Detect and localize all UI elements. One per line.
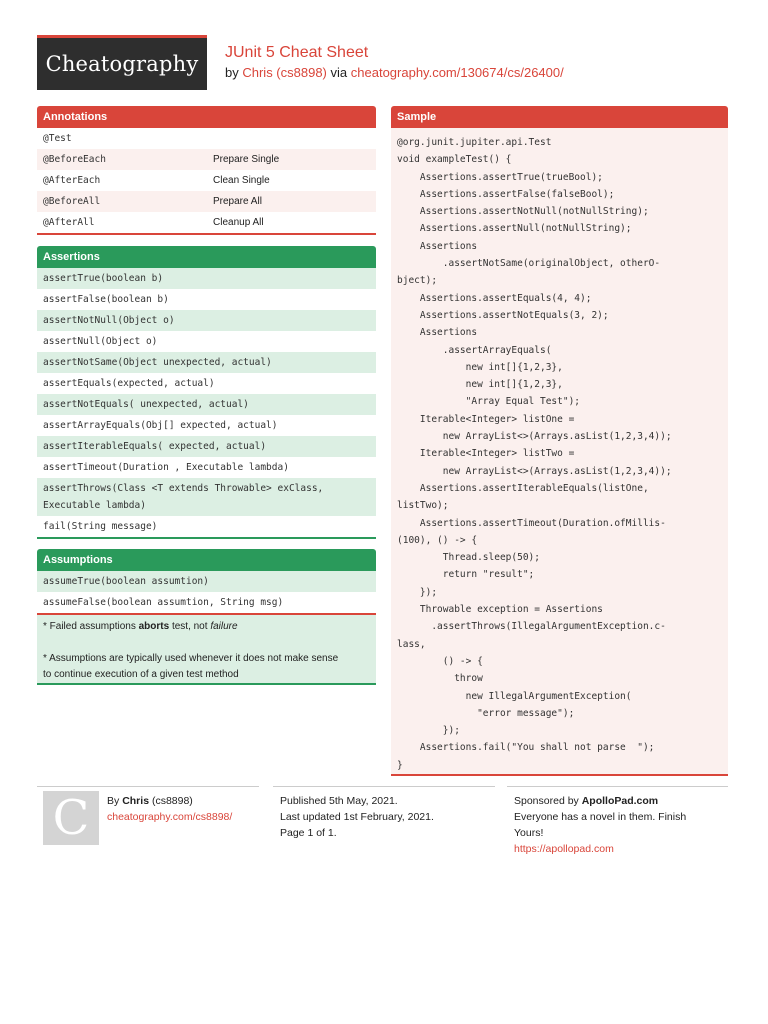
assertion-method: fail(String message) [43, 521, 158, 532]
code-line: Assertions [397, 327, 478, 339]
code-line: new ArrayList<>(Arrays.asList(1,2,3,4)); [397, 465, 672, 477]
annotation-name: @Test [43, 133, 72, 144]
assertion-method: assertNotNull(Object o) [43, 315, 175, 326]
table-row [37, 592, 376, 613]
code-line: Assertions.assertNull(notNullString); [397, 223, 632, 235]
note-bold: aborts [138, 621, 170, 632]
code-line: Assertions.assertFalse(falseBool); [397, 188, 615, 200]
footer-author [107, 793, 232, 825]
code-line: Throwable exception = Assertions [397, 604, 603, 616]
published-date: Published 5th May, 2021. [280, 795, 398, 807]
assertion-method: assertEquals(expected, actual) [43, 378, 215, 389]
code-line: Iterable<Integer> listTwo = [397, 448, 575, 460]
sponsor-name[interactable]: ApolloPad.com [581, 795, 659, 807]
note-text: test, not [169, 621, 211, 632]
sponsor-tagline: Yours! [514, 827, 544, 839]
code-line: }); [397, 725, 460, 737]
assertions-section [37, 246, 376, 539]
annotation-desc: Cleanup All [213, 217, 264, 228]
code-line: Assertions.assertNotEquals(3, 2); [397, 309, 609, 321]
code-line: (100), () -> { [397, 534, 478, 546]
assertion-method: assertNull(Object o) [43, 336, 158, 347]
author-link[interactable]: Chris (cs8898) [242, 65, 327, 80]
code-line: .assertArrayEquals( [397, 344, 552, 356]
footer-divider [37, 786, 259, 787]
table-row [37, 289, 376, 310]
code-line: bject); [397, 275, 438, 287]
assumptions-table [37, 571, 376, 615]
annotations-section [37, 106, 376, 235]
footer-by-label: By [107, 795, 120, 807]
code-line: @org.junit.jupiter.api.Test [397, 137, 552, 148]
footer-publication [280, 793, 434, 841]
sponsored-label: Sponsored by [514, 795, 579, 807]
avatar-letter: C [52, 790, 90, 846]
annotation-desc: Clean Single [213, 175, 270, 186]
code-line: .assertThrows(IllegalArgumentException.c‐ [397, 621, 666, 633]
annotation-name: @BeforeAll [43, 196, 101, 207]
footer-divider [273, 786, 495, 787]
via-label: via [330, 65, 348, 80]
assertion-method: assertArrayEquals(Obj[] expected, actual) [43, 420, 278, 431]
code-line: Assertions.assertIterableEquals(listOne, [397, 482, 649, 494]
code-line: lass, [397, 638, 426, 650]
assumptions-note [37, 615, 376, 685]
code-line: new int[]{1,2,3}, [397, 379, 563, 391]
table-row [37, 352, 376, 373]
assertion-method: assertIterableEquals( expected, actual) [43, 441, 267, 452]
table-row [37, 128, 376, 149]
by-label: by [225, 65, 239, 80]
note-line: to continue execution of a given test method [43, 669, 239, 680]
code-line: Assertions.fail("You shall not parse "); [397, 742, 655, 754]
assumption-method: assumeFalse(boolean assumtion, String msg) [43, 597, 284, 608]
sample-code [391, 128, 728, 776]
code-line: Assertions.assertTimeout(Duration.ofMillis‐ [397, 517, 666, 529]
assertion-method: assertNotSame(Object unexpected, actual) [43, 357, 272, 368]
footer-divider [507, 786, 728, 787]
code-line: listTwo); [397, 500, 449, 512]
code-line: "Array Equal Test"); [397, 396, 581, 408]
table-row [37, 268, 376, 289]
code-line: () -> { [397, 655, 483, 667]
sponsor-tagline: Everyone has a novel in them. Finish [514, 811, 687, 823]
footer-author-handle: (cs8898) [151, 795, 193, 807]
code-line: .assertNotSame(originalObject, otherO‐ [397, 258, 661, 270]
footer-profile-link[interactable]: cheatography.com/cs8898/ [107, 811, 233, 823]
logo-text: Cheatography [45, 52, 199, 76]
table-row [37, 191, 376, 212]
note-line [43, 619, 370, 635]
byline [225, 65, 564, 80]
table-row [37, 571, 376, 592]
code-line: Assertions.assertTrue(trueBool); [397, 171, 603, 183]
annotations-header: Annotations [37, 106, 376, 128]
author-avatar[interactable] [43, 791, 99, 845]
note-italic: failure [210, 621, 238, 632]
code-line: Assertions.assertNotNull(notNullString); [397, 206, 649, 218]
assertions-table [37, 268, 376, 539]
assertion-method-continued: Executable lambda) [43, 500, 146, 511]
table-row [37, 478, 376, 516]
assertion-method: assertTimeout(Duration , Executable lambda) [43, 462, 289, 473]
table-row [37, 331, 376, 352]
table-row [37, 516, 376, 537]
table-row [37, 212, 376, 233]
annotation-name: @BeforeEach [43, 154, 106, 165]
note-text: * Failed assumptions [43, 621, 139, 632]
sample-section [391, 106, 728, 776]
table-row [37, 373, 376, 394]
table-row [37, 170, 376, 191]
code-line: return "result"; [397, 569, 535, 581]
assertion-method: assertTrue(boolean b) [43, 273, 164, 284]
code-line: new ArrayList<>(Arrays.asList(1,2,3,4)); [397, 431, 672, 443]
code-line: new int[]{1,2,3}, [397, 361, 563, 373]
updated-date: Last updated 1st February, 2021. [280, 811, 434, 823]
code-line: Thread.sleep(50); [397, 552, 540, 564]
code-line: Assertions.assertEquals(4, 4); [397, 292, 592, 304]
code-line: }); [397, 586, 438, 598]
table-row [37, 394, 376, 415]
assertion-method: assertFalse(boolean b) [43, 294, 169, 305]
code-line: Iterable<Integer> listOne = [397, 413, 575, 425]
annotation-desc: Prepare Single [213, 154, 280, 165]
assumption-method: assumeTrue(boolean assumtion) [43, 576, 209, 587]
code-line: new IllegalArgumentException( [397, 690, 632, 702]
table-row [37, 436, 376, 457]
cheatography-logo[interactable] [37, 35, 207, 90]
note-line: * Assumptions are typically used whenever it does not make sense [43, 653, 339, 664]
assumptions-section [37, 549, 376, 685]
page-title: JUnit 5 Cheat Sheet [225, 44, 369, 61]
sheet-link[interactable]: cheatography.com/130674/cs/26400/ [350, 65, 564, 80]
annotation-name: @AfterAll [43, 217, 95, 228]
sponsor-link[interactable]: https://apollopad.com [514, 843, 614, 855]
page-number: Page 1 of 1. [280, 827, 337, 839]
footer-sponsor [514, 793, 714, 857]
footer-author-line [107, 793, 232, 809]
table-row [37, 310, 376, 331]
code-line: } [397, 759, 403, 771]
footer-author-name[interactable]: Chris [122, 795, 150, 807]
code-line: "error message"); [397, 707, 575, 719]
annotations-table [37, 128, 376, 235]
assertions-header: Assertions [37, 246, 376, 268]
table-row [37, 149, 376, 170]
code-line: Assertions [397, 240, 478, 252]
assumptions-header: Assumptions [37, 549, 376, 571]
assertion-method: assertThrows(Class <T extends Throwable> exClass, [43, 483, 324, 494]
sponsor-line [514, 793, 714, 809]
table-row [37, 457, 376, 478]
assertion-method: assertNotEquals( unexpected, actual) [43, 399, 249, 410]
annotation-desc: Prepare All [213, 196, 262, 207]
table-row [37, 415, 376, 436]
sample-header: Sample [391, 106, 728, 128]
annotation-name: @AfterEach [43, 175, 101, 186]
code-line: throw [397, 673, 483, 685]
code-line: void exampleTest() { [397, 154, 512, 166]
